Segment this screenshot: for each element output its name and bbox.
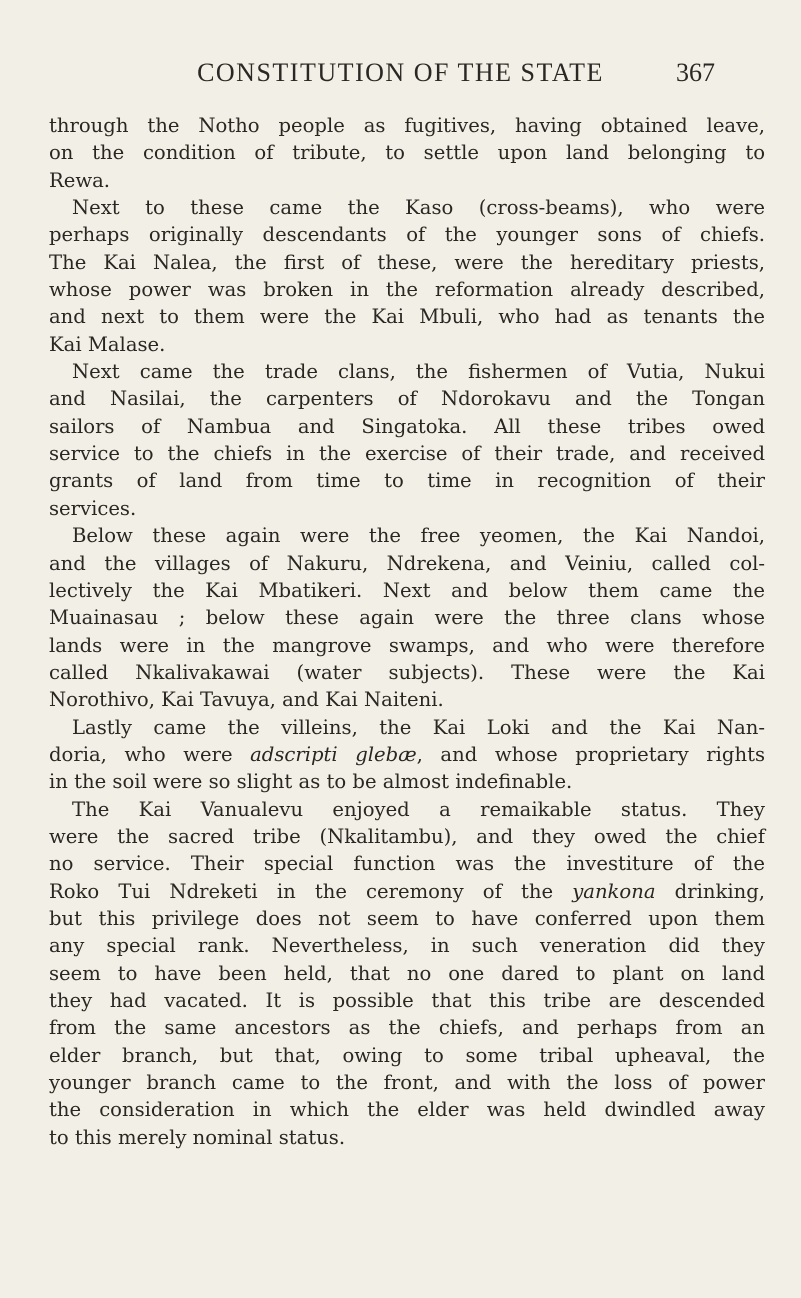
text-line: no service. Their special function was the investiture of the <box>49 852 765 876</box>
text-line: Kai Malase. <box>49 332 166 356</box>
text-line: whose power was broken in the reformation already described, <box>49 278 765 302</box>
italic-phrase: adscripti glebæ <box>250 742 417 766</box>
text-line: any special rank. Nevertheless, in such veneration did they <box>49 934 765 958</box>
text-line: Muainasau ; below these again were the three clans whose <box>49 606 765 630</box>
text-line: Rewa. <box>49 168 111 192</box>
text-line: Norothivo, Kai Tavuya, and Kai Naiteni. <box>49 688 444 712</box>
page-header <box>0 58 801 94</box>
italic-phrase: yankona <box>572 879 656 903</box>
text-line: seem to have been held, that no one dared to plant on land <box>49 961 765 985</box>
text-line: and Nasilai, the carpenters of Ndorokavu and the Tongan <box>49 387 765 411</box>
running-title: CONSTITUTION OF THE STATE <box>197 58 604 87</box>
text-line <box>49 741 765 768</box>
text-line: to this merely nominal status. <box>49 1125 346 1149</box>
text-line <box>49 878 765 905</box>
paragraph-start-line: Next came the trade clans, the fishermen of Vutia, Nukui <box>72 360 765 384</box>
paragraph-start-line: The Kai Vanualevu enjoyed a remaikable status. They <box>72 797 765 821</box>
text-line: on the condition of tribute, to settle upon land belonging to <box>49 141 765 165</box>
paragraph-start-line: Next to these came the Kaso (cross-beams), who were <box>72 196 765 220</box>
text-line: they had vacated. It is possible that this tribe are descended <box>49 989 765 1012</box>
text-run: drinking, <box>655 879 765 903</box>
text-line: called Nkalivakawai (water subjects). These were the Kai <box>49 660 765 684</box>
text-line: lands were in the mangrove swamps, and who were therefore <box>49 633 765 657</box>
text-run: , and whose proprietary rights <box>416 742 765 766</box>
text-line: perhaps originally descendants of the younger sons of chiefs. <box>49 223 765 247</box>
text-line: the consideration in which the elder was held dwindled away <box>49 1098 765 1122</box>
text-line: grants of land from time to time in recognition of their <box>49 469 765 493</box>
text-line: and next to them were the Kai Mbuli, who had as tenants the <box>49 305 765 329</box>
text-line: in the soil were so slight as to be almost indefinable. <box>49 770 573 794</box>
text-run: Roko Tui Ndreketi in the ceremony of the <box>49 879 573 903</box>
paragraph-start-line: Below these again were the free yeomen, the Kai Nandoi, <box>72 524 765 548</box>
text-line: were the sacred tribe (Nkalitambu), and they owed the chief <box>49 824 765 848</box>
text-line: lectively the Kai Mbatikeri. Next and below them came the <box>49 578 765 602</box>
text-line: service to the chiefs in the exercise of their trade, and received <box>49 442 765 466</box>
text-line: through the Notho people as fugitives, having obtained leave, <box>49 114 765 137</box>
text-line: from the same ancestors as the chiefs, and perhaps from an <box>49 1016 765 1040</box>
text-line: elder branch, but that, owing to some tribal upheaval, the <box>49 1043 765 1067</box>
text-line: services. <box>49 496 137 520</box>
text-line: but this privilege does not seem to have conferred upon them <box>49 906 765 930</box>
text-run: doria, who were <box>49 742 251 766</box>
text-line: The Kai Nalea, the first of these, were the hereditary priests, <box>49 250 765 274</box>
body-text <box>49 112 765 1151</box>
paragraph-start-line: Lastly came the villeins, the Kai Loki and the Kai Nan- <box>72 715 765 739</box>
page-number: 367 <box>676 58 715 87</box>
text-line: younger branch came to the front, and with the loss of power <box>49 1071 765 1095</box>
text-line: and the villages of Nakuru, Ndrekena, and Veiniu, called col- <box>49 551 765 575</box>
text-line: sailors of Nambua and Singatoka. All these tribes owed <box>49 414 765 438</box>
